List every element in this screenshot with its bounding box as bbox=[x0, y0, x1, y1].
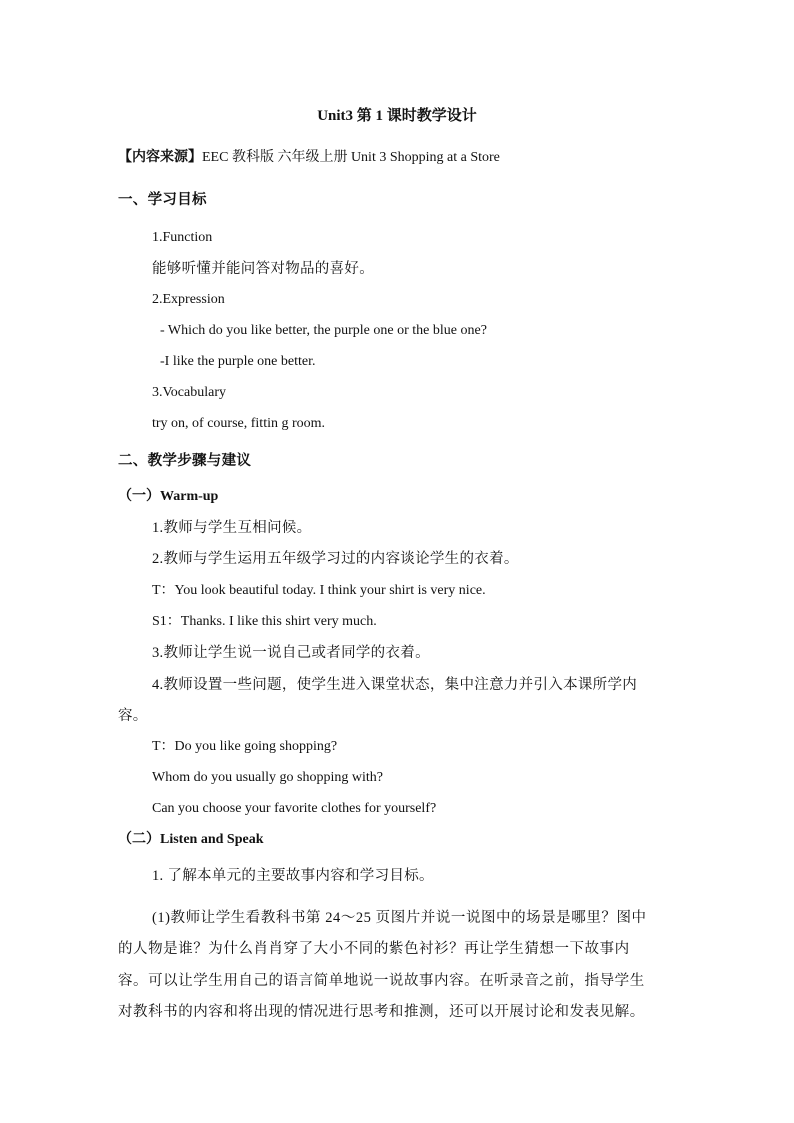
function-label: 1.Function bbox=[152, 230, 213, 245]
expression-answer: -I like the purple one better. bbox=[160, 354, 316, 369]
warmup-step-1: 1.教师与学生互相问候。 bbox=[152, 520, 312, 536]
warmup-step-3: 3.教师让学生说一说自己或者同学的衣着。 bbox=[152, 645, 430, 661]
paragraph-line-2: 的人物是谁？为什么肖肖穿了大小不同的紫色衬衫？再让学生猜想一下故事内 bbox=[118, 941, 630, 957]
expression-label: 2.Expression bbox=[152, 292, 225, 307]
content-source-text: EEC 教科版 六年级上册 Unit 3 Shopping at a Store bbox=[202, 150, 500, 165]
question-2: Whom do you usually go shopping with? bbox=[152, 770, 383, 785]
question-3: Can you choose your favorite clothes for yourself? bbox=[152, 801, 437, 816]
section-heading-steps: 二、教学步骤与建议 bbox=[118, 453, 252, 469]
warmup-step-4-cont: 容。 bbox=[118, 708, 148, 724]
vocabulary-text: try on, of course, fittin g room. bbox=[152, 416, 326, 431]
expression-question: - Which do you like better, the purple one or the blue one? bbox=[160, 323, 487, 338]
student-line: S1：Thanks. I like this shirt very much. bbox=[152, 614, 377, 629]
warmup-step-2: 2.教师与学生运用五年级学习过的内容谈论学生的衣着。 bbox=[152, 551, 519, 567]
content-source-label: 【内容来源】 bbox=[118, 150, 202, 165]
warmup-step-4: 4.教师设置一些问题，使学生进入课堂状态，集中注意力并引入本课所学内 bbox=[152, 677, 638, 693]
listen-point-1: 1. 了解本单元的主要故事内容和学习目标。 bbox=[152, 868, 434, 884]
content-source bbox=[118, 148, 500, 168]
page-title: Unit3 第 1 课时教学设计 bbox=[317, 108, 477, 124]
paragraph-line-3: 容。可以让学生用自己的语言简单地说一说故事内容。在听录音之前，指导学生 bbox=[118, 973, 645, 989]
paragraph-line-4: 对教科书的内容和将出现的情况进行思考和推测，还可以开展讨论和发表见解。 bbox=[118, 1004, 645, 1020]
teacher-line: T：You look beautiful today. I think your shirt is very nice. bbox=[152, 583, 486, 598]
section-heading-objectives: 一、学习目标 bbox=[118, 192, 207, 208]
subsection-heading-warmup: （一）Warm-up bbox=[118, 489, 219, 504]
paragraph-line-1: (1)教师让学生看教科书第 24～25 页图片并说一说图中的场景是哪里？图中 bbox=[152, 910, 647, 926]
vocabulary-label: 3.Vocabulary bbox=[152, 385, 226, 400]
subsection-heading-listen: （二）Listen and Speak bbox=[118, 832, 264, 847]
function-text: 能够听懂并能问答对物品的喜好。 bbox=[152, 261, 374, 277]
question-1: T：Do you like going shopping? bbox=[152, 739, 338, 754]
